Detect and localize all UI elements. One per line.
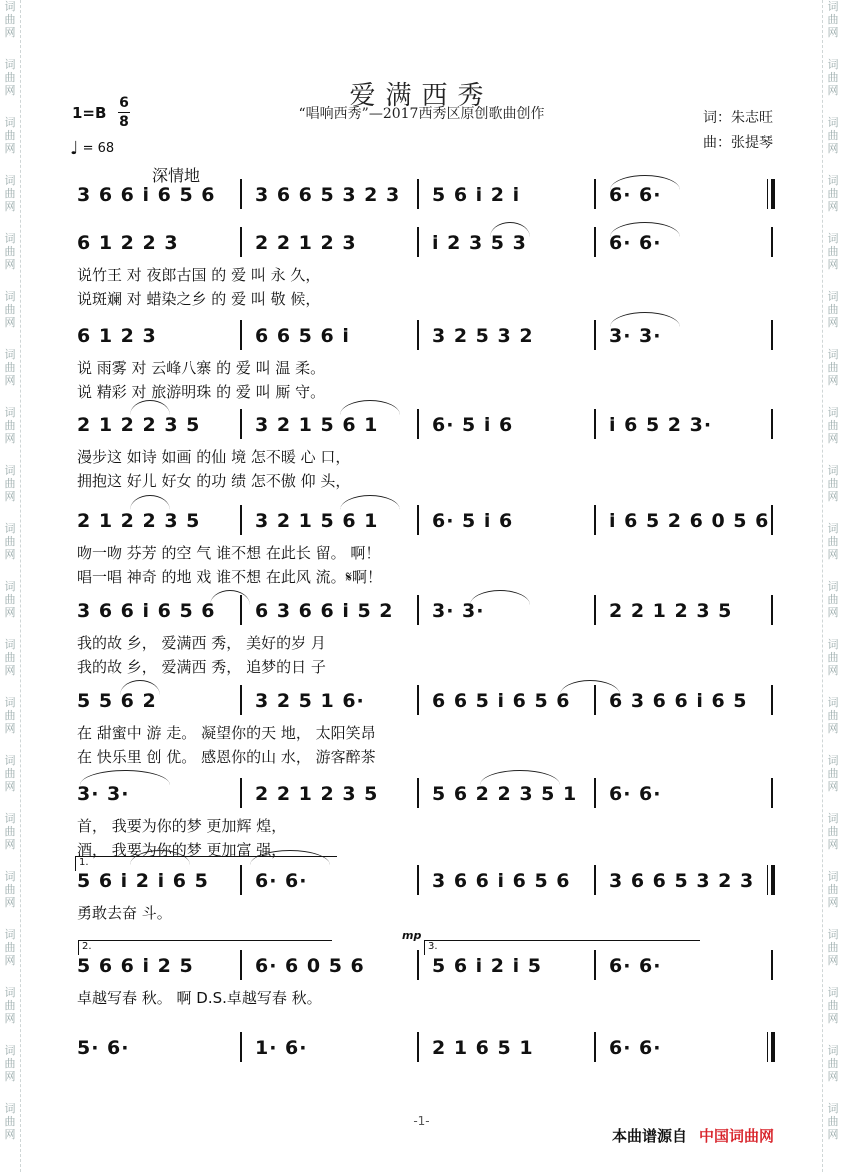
measure: 5 6 6 i 2 5 [77, 955, 194, 977]
watermark-text: 词曲网 [4, 928, 16, 967]
watermark-text: 词曲网 [4, 1102, 16, 1141]
note-line [77, 414, 777, 438]
end-barline [767, 865, 775, 895]
lyric-line [77, 288, 777, 308]
composer-credit: 曲：张提琴 [703, 135, 773, 151]
left-watermark-strip [0, 0, 21, 1172]
measure: 2 2 1 2 3 [255, 232, 357, 254]
barline [417, 685, 419, 715]
measure: 6· 5 i 6 [432, 510, 514, 532]
measure: i 2 3 5 3 [432, 232, 527, 254]
lyric-line [77, 746, 777, 766]
end-barline [771, 950, 773, 980]
slur-mark [210, 590, 250, 605]
watermark-text: 词曲网 [4, 1044, 16, 1083]
watermark-text: 词曲网 [4, 116, 16, 155]
measure: 3· 3· [432, 600, 485, 622]
lyric-line [77, 470, 777, 490]
lyric-line [77, 566, 777, 586]
measure: 6· 6· [255, 870, 308, 892]
barline [417, 227, 419, 257]
measure: 6· 6· [609, 232, 662, 254]
measure: 2 2 1 2 3 5 [255, 783, 379, 805]
note-line [77, 870, 777, 894]
song-subtitle: “唱响西秀”—2017西秀区原创歌曲创作 [298, 106, 545, 122]
lyric-text: 吻一吻 芬芳 的空 气 谁不想 在此长 留。 啊！ [77, 544, 381, 562]
watermark-text: 词曲网 [827, 638, 839, 677]
note-line [77, 600, 777, 624]
note-line [77, 510, 777, 534]
watermark-text: 词曲网 [827, 406, 839, 445]
barline [594, 505, 596, 535]
end-barline [771, 409, 773, 439]
measure: 6 6 5 6 i [255, 325, 350, 347]
watermark-text: 词曲网 [827, 0, 839, 39]
measure: 3· 3· [77, 783, 130, 805]
barline [594, 595, 596, 625]
lyric-text: 首， 我要为你的梦 更加辉 煌， [77, 817, 287, 835]
barline [594, 320, 596, 350]
end-barline [771, 505, 773, 535]
song-title: 爱满西秀 [349, 81, 494, 112]
watermark-text: 词曲网 [827, 1044, 839, 1083]
watermark-text: 词曲网 [4, 696, 16, 735]
slur-mark [130, 400, 170, 415]
slur-mark [130, 495, 170, 510]
measure: 6· 6· [609, 783, 662, 805]
measure: 3 6 6 i 6 5 6 [77, 184, 216, 206]
watermark-text: 词曲网 [4, 638, 16, 677]
watermark-text: 词曲网 [827, 928, 839, 967]
watermark-text: 词曲网 [4, 464, 16, 503]
barline [240, 1032, 242, 1062]
watermark-text: 词曲网 [4, 174, 16, 213]
lyric-line [77, 381, 777, 401]
barline [594, 865, 596, 895]
measure: 2 1 2 2 3 5 [77, 414, 201, 436]
barline [417, 1032, 419, 1062]
source-brand: 中国词曲网 [699, 1127, 775, 1145]
watermark-text: 词曲网 [4, 232, 16, 271]
barline [240, 227, 242, 257]
measure: 6· 6 0 5 6 [255, 955, 365, 977]
lyric-line [77, 656, 777, 676]
lyric-line [77, 815, 777, 835]
end-barline [771, 227, 773, 257]
watermark-text: 词曲网 [827, 812, 839, 851]
lyric-text: 我的故 乡， 爱满西 秀， 追梦的日 子 [77, 658, 326, 676]
page-number: -1- [413, 1114, 430, 1128]
measure: 6· 6· [609, 955, 662, 977]
measure: 5 5 6 2 [77, 690, 157, 712]
barline [594, 179, 596, 209]
watermark-text: 词曲网 [4, 348, 16, 387]
tempo-value: = 68 [82, 141, 115, 156]
measure: 3 6 6 5 3 2 3 [255, 184, 401, 206]
measure: 3 6 6 i 6 5 6 [77, 600, 216, 622]
watermark-text: 词曲网 [4, 522, 16, 561]
slur-mark [470, 590, 530, 605]
barline [594, 1032, 596, 1062]
lyric-line [77, 357, 777, 377]
measure: 3 2 5 1 6· [255, 690, 365, 712]
watermark-text: 词曲网 [827, 754, 839, 793]
measure: 5 6 i 2 i 6 5 [77, 870, 209, 892]
measure: 3 2 5 3 2 [432, 325, 534, 347]
tempo-marking [70, 138, 114, 159]
dynamic-mp: mp [402, 929, 422, 942]
lyric-line [77, 542, 777, 562]
watermark-text: 词曲网 [4, 290, 16, 329]
slur-mark [120, 680, 160, 695]
meter-top: 6 [119, 95, 129, 111]
lyric-line [77, 987, 777, 1007]
watermark-text: 词曲网 [4, 580, 16, 619]
watermark-text: 词曲网 [827, 116, 839, 155]
quarter-note-icon: ♩ [70, 138, 79, 159]
measure: 3 6 6 i 6 5 6 [432, 870, 571, 892]
slur-mark [610, 175, 680, 190]
slur-mark [80, 770, 170, 785]
barline [417, 865, 419, 895]
slur-mark [490, 222, 530, 237]
barline [594, 227, 596, 257]
measure: 6 3 6 6 i 5 2 [255, 600, 394, 622]
slur-mark [340, 400, 400, 415]
measure: i 6 5 2 6 0 5 6 [609, 510, 770, 532]
watermark-text: 词曲网 [827, 232, 839, 271]
slur-mark [480, 770, 560, 785]
barline [240, 505, 242, 535]
lyric-line [77, 446, 777, 466]
measure: 3 6 6 5 3 2 3 [609, 870, 755, 892]
watermark-text: 词曲网 [4, 0, 16, 39]
key-signature: 1=B [72, 104, 107, 122]
measure: 1· 6· [255, 1037, 308, 1059]
note-line [77, 1037, 777, 1061]
watermark-text: 词曲网 [4, 870, 16, 909]
watermark-text: 词曲网 [827, 580, 839, 619]
watermark-text: 词曲网 [4, 986, 16, 1025]
watermark-text: 词曲网 [827, 464, 839, 503]
measure: 5· 6· [77, 1037, 130, 1059]
slur-mark [340, 495, 400, 510]
watermark-text: 词曲网 [827, 986, 839, 1025]
lyric-text: 在 快乐里 创 优。 感恩你的山 水， 游客醉茶 [77, 748, 376, 766]
lyric-text: 说 雨雾 对 云峰八寨 的 爱 叫 温 柔。 [77, 359, 326, 377]
measure: 6 1 2 2 3 [77, 232, 179, 254]
note-line [77, 690, 777, 714]
lyricist-credit: 词：朱志旺 [703, 110, 773, 126]
lyric-line [77, 264, 777, 284]
lyric-text: 在 甜蜜中 游 走。 凝望你的天 地， 太阳笑昂 [77, 724, 376, 742]
lyric-text: 酒， 我要为你的梦 更加富 强， [77, 841, 287, 859]
barline [594, 409, 596, 439]
lyric-text: 我的故 乡， 爱满西 秀， 美好的岁 月 [77, 634, 326, 652]
watermark-text: 词曲网 [827, 522, 839, 561]
barline [417, 179, 419, 209]
watermark-text: 词曲网 [827, 58, 839, 97]
lyric-text: 说斑斓 对 蜡染之乡 的 爱 叫 敬 候， [77, 290, 321, 308]
measure: 6· 5 i 6 [432, 414, 514, 436]
source-footer [612, 1125, 774, 1146]
barline [417, 595, 419, 625]
note-line [77, 783, 777, 807]
lyric-text: 勇敢去奋 斗。 [77, 904, 172, 922]
end-barline [771, 778, 773, 808]
measure: 3 2 1 5 6 1 [255, 414, 379, 436]
barline [417, 950, 419, 980]
measure: 6 6 5 i 6 5 6 [432, 690, 571, 712]
meter-bottom: 8 [119, 114, 129, 130]
watermark-text: 词曲网 [4, 812, 16, 851]
watermark-text: 词曲网 [4, 754, 16, 793]
lyric-text: 漫步这 如诗 如画 的仙 境 怎不暖 心 口， [77, 448, 351, 466]
barline [594, 778, 596, 808]
slur-mark [610, 312, 680, 327]
barline [240, 409, 242, 439]
volta-bracket: 3. [424, 940, 700, 955]
expression-marking: 深情地 [152, 166, 201, 185]
barline [240, 778, 242, 808]
measure: 6 3 6 6 i 6 5 [609, 690, 748, 712]
end-barline [771, 685, 773, 715]
barline [240, 685, 242, 715]
end-barline [771, 595, 773, 625]
right-watermark-strip [822, 0, 843, 1172]
barline [417, 320, 419, 350]
measure: 2 2 1 2 3 5 [609, 600, 733, 622]
measure: 2 1 6 5 1 [432, 1037, 534, 1059]
measure: 2 1 2 2 3 5 [77, 510, 201, 532]
volta-bracket: 2. [78, 940, 332, 955]
end-barline [767, 179, 775, 209]
volta-bracket: 1. [75, 856, 337, 871]
lyric-text: 唱一唱 神奇 的地 戏 谁不想 在此风 流。𝄋啊！ [77, 568, 383, 586]
note-line [77, 325, 777, 349]
lyric-text: 说 精彩 对 旅游明珠 的 爱 叫 厮 守。 [77, 383, 326, 401]
measure: i 6 5 2 3· [609, 414, 713, 436]
slur-mark [610, 222, 680, 237]
watermark-text: 词曲网 [827, 1102, 839, 1141]
barline [417, 778, 419, 808]
watermark-text: 词曲网 [4, 58, 16, 97]
note-line [77, 955, 777, 979]
watermark-text: 词曲网 [827, 870, 839, 909]
barline [240, 179, 242, 209]
measure: 6· 6· [609, 184, 662, 206]
measure: 5 6 i 2 i 5 [432, 955, 542, 977]
measure: 5 6 2 2 3 5 1 [432, 783, 578, 805]
measure: 3· 3· [609, 325, 662, 347]
time-signature [118, 95, 130, 130]
lyric-line [77, 902, 777, 922]
watermark-text: 词曲网 [827, 348, 839, 387]
lyric-line [77, 632, 777, 652]
measure: 3 2 1 5 6 1 [255, 510, 379, 532]
measure: 6· 6· [609, 1037, 662, 1059]
barline [417, 505, 419, 535]
watermark-text: 词曲网 [4, 406, 16, 445]
lyric-text: 卓越写春 秋。 啊 D.S.卓越写春 秋。 [77, 989, 322, 1007]
source-label: 本曲谱源自 [612, 1127, 688, 1145]
watermark-text: 词曲网 [827, 290, 839, 329]
lyric-line [77, 722, 777, 742]
slur-mark [560, 680, 620, 695]
barline [417, 409, 419, 439]
end-barline [767, 1032, 775, 1062]
measure: 6 1 2 3 [77, 325, 157, 347]
lyric-text: 说竹王 对 夜郎古国 的 爱 叫 永 久， [77, 266, 321, 284]
barline [240, 320, 242, 350]
measure: 5 6 i 2 i [432, 184, 521, 206]
end-barline [771, 320, 773, 350]
watermark-text: 词曲网 [827, 696, 839, 735]
watermark-text: 词曲网 [827, 174, 839, 213]
lyric-text: 拥抱这 好儿 好女 的功 绩 怎不傲 仰 头， [77, 472, 351, 490]
